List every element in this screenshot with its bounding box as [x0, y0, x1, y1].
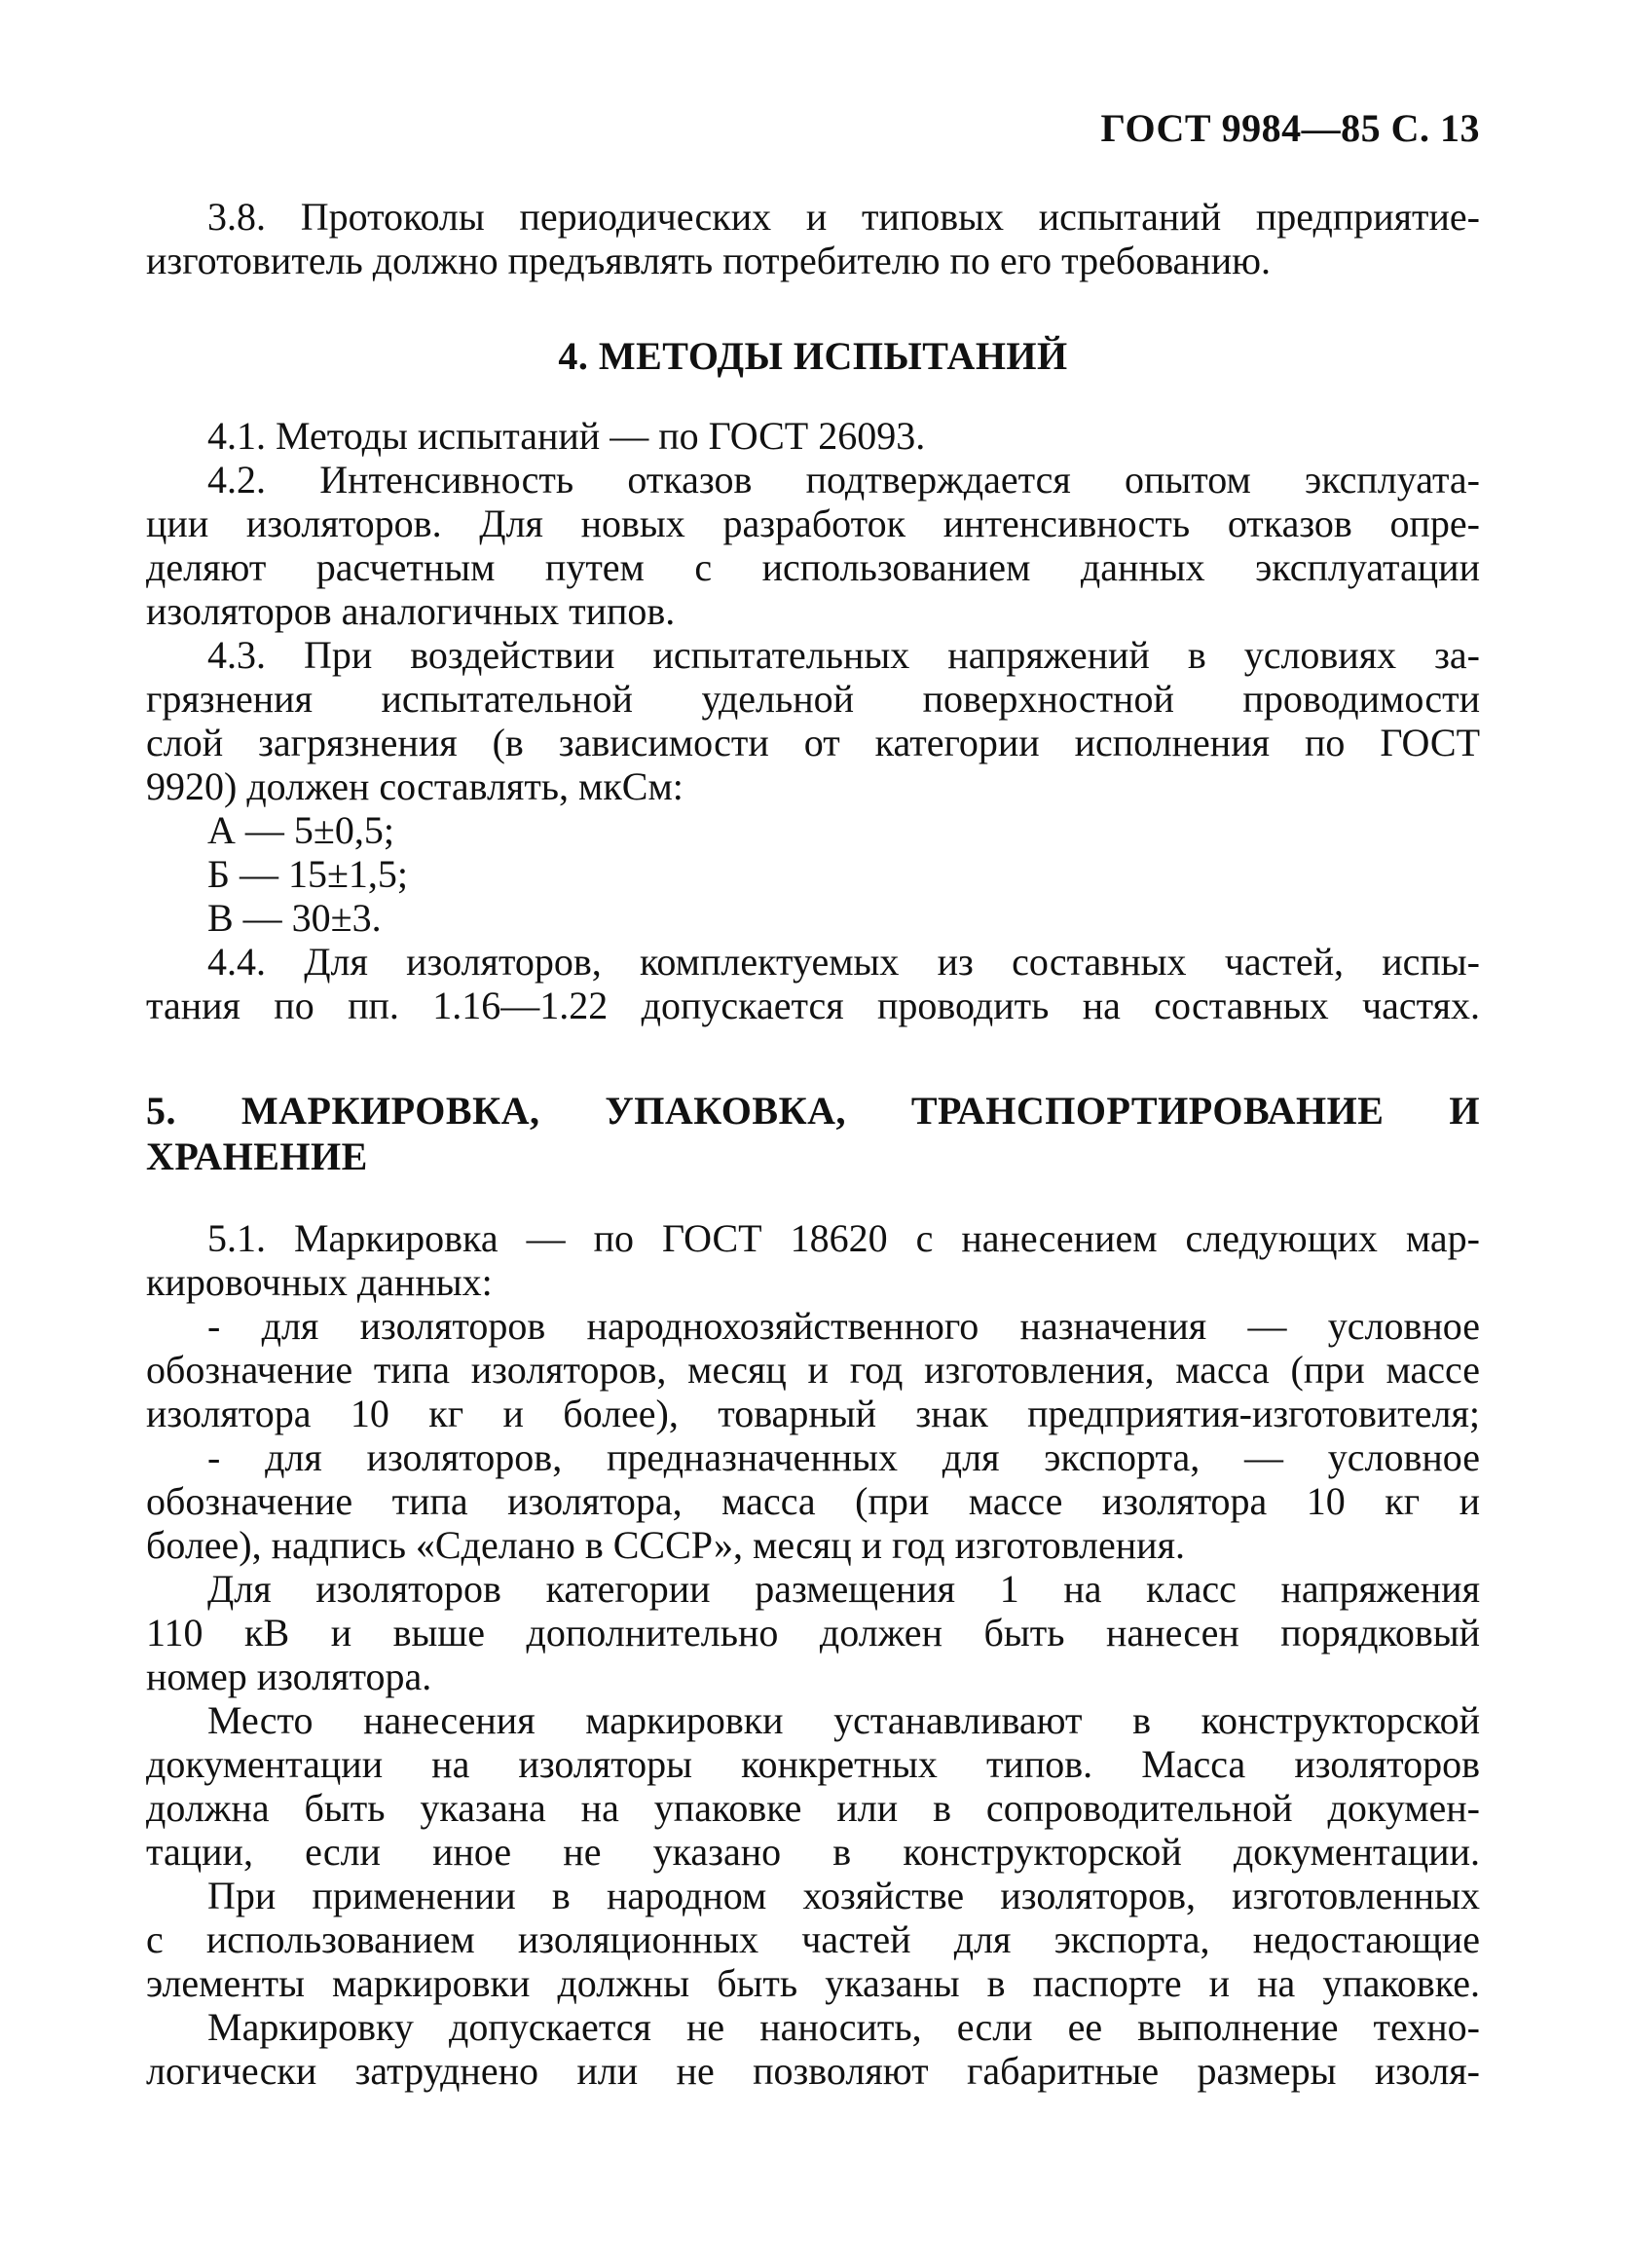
text-line: 4.2. Интенсивность отказов подтверждается опытом эксплуата-: [207, 458, 1480, 502]
paragraph-5-d: [146, 1698, 1480, 1874]
paragraph-5-1-b: [146, 1435, 1480, 1567]
text-line: ции изоляторов. Для новых разработок интенсивность отказов опре-: [146, 502, 1480, 545]
paragraph-5-f: [146, 2005, 1480, 2093]
text-line: логически затруднено или не позволяют габаритные размеры изоля-: [146, 2049, 1480, 2093]
text-line: изолятора 10 кг и более), товарный знак предприятия-изготовителя;: [146, 1392, 1480, 1435]
text-line: - для изоляторов, предназначенных для экспорта, — условное: [207, 1435, 1480, 1479]
text-line: тации, если иное не указано в конструкторской документации.: [146, 1830, 1480, 1874]
text-line: с использованием изоляционных частей для экспорта, недостающие: [146, 1917, 1480, 1961]
text-line: 4.3. При воздействии испытательных напряжений в условиях за-: [207, 633, 1480, 677]
text-line: номер изолятора.: [146, 1655, 432, 1698]
text-line: 4.4. Для изоляторов, комплектуемых из составных частей, испы-: [207, 940, 1480, 984]
text-line: 110 кВ и выше дополнительно должен быть нанесен порядковый: [146, 1611, 1480, 1655]
section-5-title: 5. МАРКИРОВКА, УПАКОВКА, ТРАНСПОРТИРОВАНИЕ И ХРАНЕНИЕ: [146, 1089, 1480, 1178]
text-line: элементы маркировки должны быть указаны в паспорте и на упаковке.: [146, 1961, 1480, 2005]
text-line: 9920) должен составлять, мкСм:: [146, 764, 684, 808]
page-content: [146, 195, 1480, 2093]
text-line: обозначение типа изолятора, масса (при массе изолятора 10 кг и: [146, 1479, 1480, 1523]
list-item-a: А — 5±0,5;: [207, 808, 394, 852]
paragraph-4-4: [146, 940, 1480, 1027]
paragraph-4-2: [146, 458, 1480, 633]
paragraph-5-e: [146, 1874, 1480, 2005]
paragraph-5-c: [146, 1567, 1480, 1698]
text-line: грязнения испытательной удельной поверхностной проводимости: [146, 677, 1480, 721]
text-line: кировочных данных:: [146, 1260, 493, 1304]
text-line: документации на изоляторы конкретных типов. Масса изоляторов: [146, 1742, 1480, 1786]
text-line: слой загрязнения (в зависимости от категории исполнения по ГОСТ: [146, 721, 1480, 764]
paragraph-5-1: [146, 1216, 1480, 1304]
text-line: При применении в народном хозяйстве изоляторов, изготовленных: [207, 1874, 1480, 1917]
section-4-title: 4. МЕТОДЫ ИСПЫТАНИЙ: [558, 334, 1068, 378]
list-item-v: В — 30±3.: [207, 896, 382, 940]
text-line: должна быть указана на упаковке или в сопроводительной докумен-: [146, 1786, 1480, 1830]
text-line: 5.1. Маркировка — по ГОСТ 18620 с нанесением следующих мар-: [207, 1216, 1480, 1260]
page-header: ГОСТ 9984—85 С. 13: [1100, 106, 1480, 150]
paragraph-3-8: [146, 195, 1480, 282]
text-line: изоляторов аналогичных типов.: [146, 589, 676, 633]
paragraph-4-1: [146, 414, 1480, 458]
text-line: Для изоляторов категории размещения 1 на класс напряжения: [207, 1567, 1480, 1611]
text-line: Место нанесения маркировки устанавливают в конструкторской: [207, 1698, 1480, 1742]
text-line: 3.8. Протоколы периодических и типовых испытаний предприятие-: [207, 195, 1480, 239]
paragraph-5-1-a: [146, 1304, 1480, 1435]
text-line: - для изоляторов народнохозяйственного назначения — условное: [207, 1304, 1480, 1348]
text-line: 4.1. Методы испытаний — по ГОСТ 26093.: [207, 414, 926, 458]
text-line: тания по пп. 1.16—1.22 допускается проводить на составных частях.: [146, 984, 1480, 1027]
list-item-b: Б — 15±1,5;: [207, 852, 409, 896]
text-line: более), надпись «Сделано в СССР», месяц и год изготовления.: [146, 1523, 1185, 1567]
paragraph-4-3: [146, 633, 1480, 808]
text-line: изготовитель должно предъявлять потребителю по его требованию.: [146, 239, 1271, 282]
text-line: деляют расчетным путем с использованием данных эксплуатации: [146, 545, 1480, 589]
text-line: Маркировку допускается не наносить, если ее выполнение техно-: [207, 2005, 1480, 2049]
text-line: обозначение типа изоляторов, месяц и год изготовления, масса (при массе: [146, 1348, 1480, 1392]
